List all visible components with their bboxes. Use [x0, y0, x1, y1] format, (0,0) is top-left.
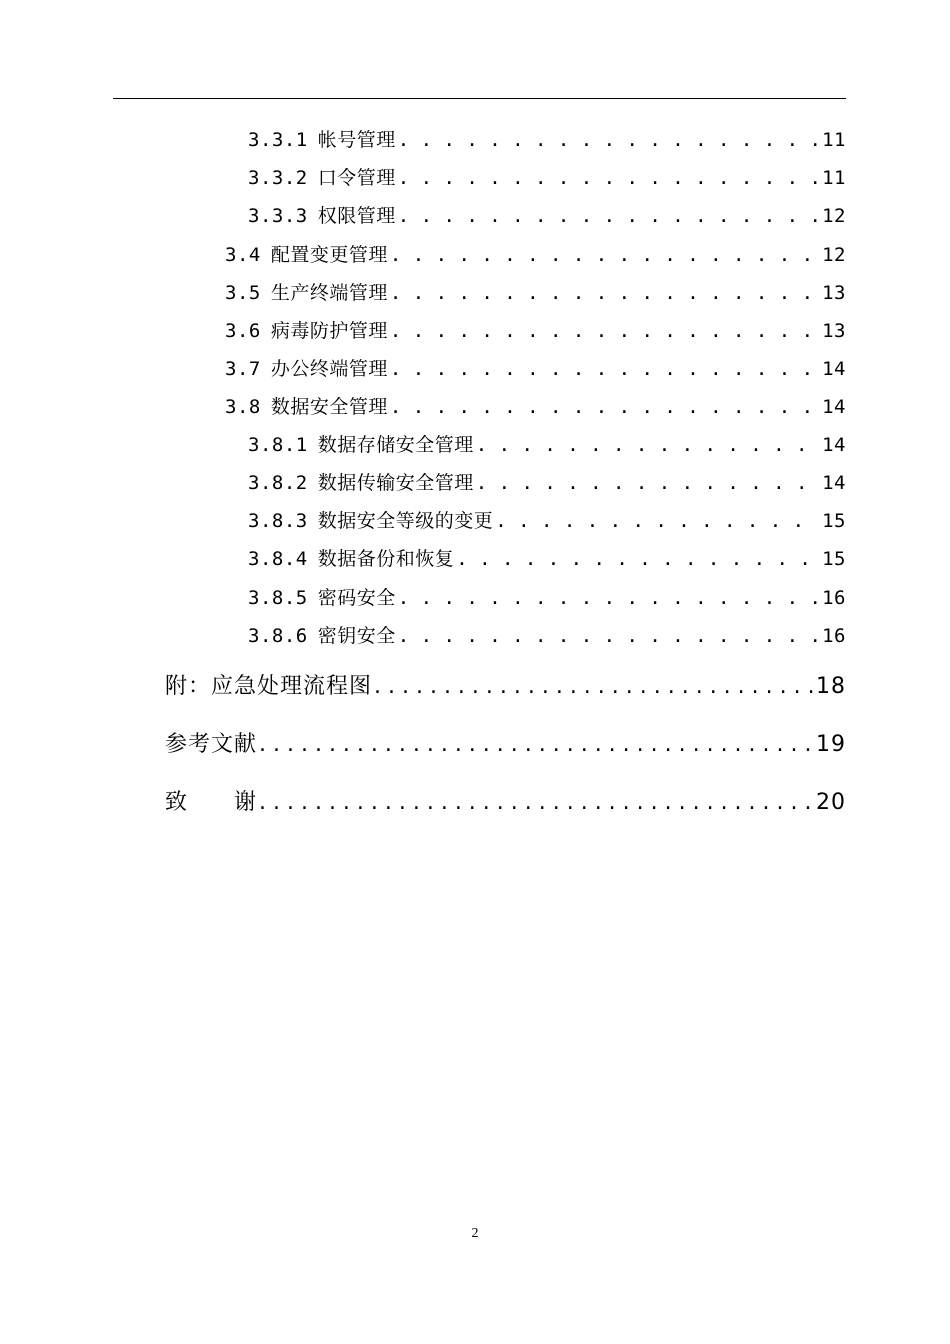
- toc-entry-3-8-2[interactable]: [248, 470, 846, 496]
- toc-entry-page: 13: [822, 282, 846, 304]
- toc-entry-number: 3.3.1: [248, 129, 308, 151]
- toc-entry-title: 密码安全: [317, 587, 396, 609]
- toc-entry-title: 附：应急处理流程图: [165, 674, 373, 699]
- toc-dot-leader: [390, 280, 820, 306]
- toc-entry-page: 13: [822, 320, 846, 342]
- toc-dot-leader: [476, 470, 820, 496]
- toc-entry-title: 数据安全管理: [270, 396, 388, 418]
- toc-entry-3-3-3[interactable]: [248, 203, 846, 229]
- toc-entry-3-4[interactable]: [225, 242, 846, 268]
- toc-entry-page: 16: [822, 587, 846, 609]
- toc-entry-page: 19: [816, 732, 846, 757]
- toc-entry-page: 15: [822, 548, 846, 570]
- toc-entry-page: 11: [822, 129, 846, 151]
- toc-entry-number: 3.8.5: [248, 587, 308, 609]
- toc-entry-page: 14: [822, 358, 846, 380]
- toc-entry-number: 3.4: [225, 244, 261, 266]
- toc-dot-leader: [390, 318, 820, 344]
- toc-entry-3-8-6[interactable]: [248, 623, 846, 649]
- toc-entry-page: 18: [816, 674, 846, 699]
- toc-dot-leader: [390, 242, 820, 268]
- toc-dot-leader: [390, 356, 820, 382]
- toc-entry-acknowledgements[interactable]: [165, 788, 846, 818]
- toc-dot-leader: [398, 623, 820, 649]
- toc-entry-title: 帐号管理: [317, 129, 396, 151]
- toc-dot-leader: [259, 730, 814, 760]
- toc-entry-title: 致 谢: [165, 790, 258, 815]
- toc-entry-title: 生产终端管理: [270, 282, 388, 304]
- toc-dot-leader: [398, 165, 820, 191]
- toc-entry-title: 办公终端管理: [270, 358, 388, 380]
- toc-entry-page: 11: [822, 167, 846, 189]
- toc-entry-3-8[interactable]: [225, 394, 846, 420]
- toc-entry-3-5[interactable]: [225, 280, 846, 306]
- toc-entry-3-8-5[interactable]: [248, 585, 846, 611]
- toc-entry-3-8-1[interactable]: [248, 432, 846, 458]
- toc-entry-page: 16: [822, 625, 846, 647]
- toc-entry-number: 3.3.2: [248, 167, 308, 189]
- page-number: 2: [471, 1226, 479, 1241]
- toc-entry-page: 14: [822, 472, 846, 494]
- toc-dot-leader: [259, 788, 814, 818]
- toc-entry-3-8-4[interactable]: [248, 546, 846, 572]
- toc-entry-number: 3.5: [225, 282, 261, 304]
- toc-entry-number: 3.6: [225, 320, 261, 342]
- toc-entry-title: 权限管理: [317, 205, 396, 227]
- toc-dot-leader: [390, 394, 820, 420]
- toc-entry-number: 3.8.3: [248, 510, 308, 532]
- toc-entry-page: 12: [822, 205, 846, 227]
- toc-dot-leader: [495, 508, 820, 534]
- toc-entry-number: 3.8.4: [248, 548, 308, 570]
- toc-entry-number: 3.8.6: [248, 625, 308, 647]
- toc-entry-title: 密钥安全: [317, 625, 396, 647]
- toc-entry-3-8-3[interactable]: [248, 508, 846, 534]
- toc-entry-title: 配置变更管理: [270, 244, 388, 266]
- toc-entry-page: 14: [822, 396, 846, 418]
- toc-entry-3-3-1[interactable]: [248, 127, 846, 153]
- toc-entry-3-7[interactable]: [225, 356, 846, 382]
- toc-dot-leader: [476, 432, 820, 458]
- toc-entry-references[interactable]: [165, 730, 846, 760]
- toc-entry-3-6[interactable]: [225, 318, 846, 344]
- toc-entry-3-3-2[interactable]: [248, 165, 846, 191]
- toc-entry-title: 数据传输安全管理: [317, 472, 474, 494]
- toc-entry-title: 口令管理: [317, 167, 396, 189]
- toc-entry-number: 3.3.3: [248, 205, 308, 227]
- toc-entry-title: 病毒防护管理: [270, 320, 388, 342]
- toc-entry-title: 数据安全等级的变更: [317, 510, 494, 532]
- toc-entry-page: 15: [822, 510, 846, 532]
- toc-entry-number: 3.7: [225, 358, 261, 380]
- toc-dot-leader: [398, 585, 820, 611]
- toc-entry-number: 3.8.2: [248, 472, 308, 494]
- toc-entry-title: 参考文献: [165, 732, 258, 757]
- toc-entry-number: 3.8: [225, 396, 261, 418]
- toc-entry-page: 14: [822, 434, 846, 456]
- toc-entry-page: 12: [822, 244, 846, 266]
- toc-entry-number: 3.8.1: [248, 434, 308, 456]
- toc-dot-leader: [456, 546, 820, 572]
- toc-entry-title: 数据存储安全管理: [317, 434, 474, 456]
- toc-entry-appendix[interactable]: [165, 672, 846, 702]
- toc-entry-title: 数据备份和恢复: [317, 548, 455, 570]
- toc-dot-leader: [398, 203, 820, 229]
- toc-entry-page: 20: [816, 790, 846, 815]
- toc-dot-leader: [374, 672, 814, 702]
- toc-dot-leader: [398, 127, 820, 153]
